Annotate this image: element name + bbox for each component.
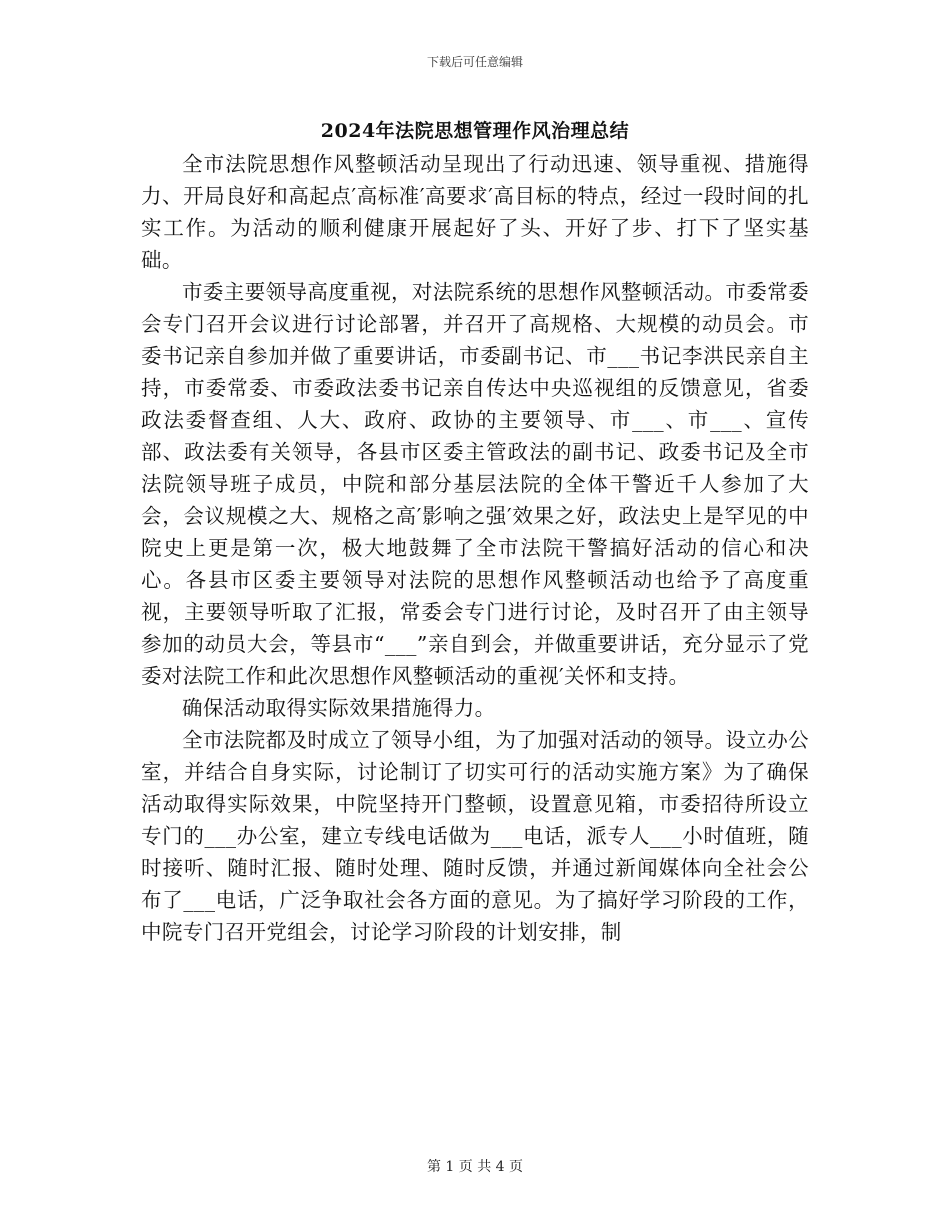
page-number: 第 1 页 共 4 页 [426, 1159, 524, 1175]
paragraph-2: 市委主要领导高度重视，对法院系统的思想作风整顿活动。市委常委会专门召开会议进行讨论部署，并召开了高规格、大规模的动员会。市委书记亲自参加并做了重要讲话，市委副书记、市___书记李洪民亲自主持，市委常委、市委政法委书记亲自传达中央巡视组的反馈意见，省委政法委督查组、人大、政府、政协的主要领导、市___、市___、宣传部、政法委有关领导，各县市区委主管政法的副书记、政委书记及全市法院领导班子成员，中院和部分基层法院的全体干警近千人参加了大会，会议规模之大、规格之高′影响之强′效果之好，政法史上是罕见的中院史上更是第一次，极大地鼓舞了全市法院干警搞好活动的信心和决心。各县市区委主要领导对法院的思想作风整顿活动也给予了高度重视，主要领导听取了汇报，常委会专门进行讨论，及时召开了由主领导参加的动员大会，等县市“___”亲自到会，并做重要讲话，充分显示了党委对法院工作和此次思想作风整顿活动的重视′关怀和支持。 [141, 280, 809, 688]
page-header-note: 下载后可任意编辑 [426, 55, 523, 69]
paragraph-3: 确保活动取得实际效果措施得力。 [182, 696, 496, 720]
document-body [141, 148, 809, 948]
document-title: 2024年法院思想管理作风治理总结 [320, 120, 630, 142]
paragraph-4: 全市法院都及时成立了领导小组，为了加强对活动的领导。设立办公室，并结合自身实际，讨论制订了切实可行的活动实施方案》为了确保活动取得实际效果，中院坚持开门整顿，设置意见箱，市委招待所设立专门的___办公室，建立专线电话做为___电话，派专人___小时值班，随时接听、随时汇报、随时处理、随时反馈，并通过新闻媒体向全社会公布了___电话，广泛争取社会各方面的意见。为了搞好学习阶段的工作，中院专门召开党组会，讨论学习阶段的计划安排，制 [141, 728, 809, 944]
paragraph-1: 全市法院思想作风整顿活动呈现出了行动迅速、领导重视、措施得力、开局良好和高起点′高标准′高要求′高目标的特点，经过一段时间的扎实工作。为活动的顺利健康开展起好了头、开好了步、打下了坚实基础。 [141, 152, 809, 272]
